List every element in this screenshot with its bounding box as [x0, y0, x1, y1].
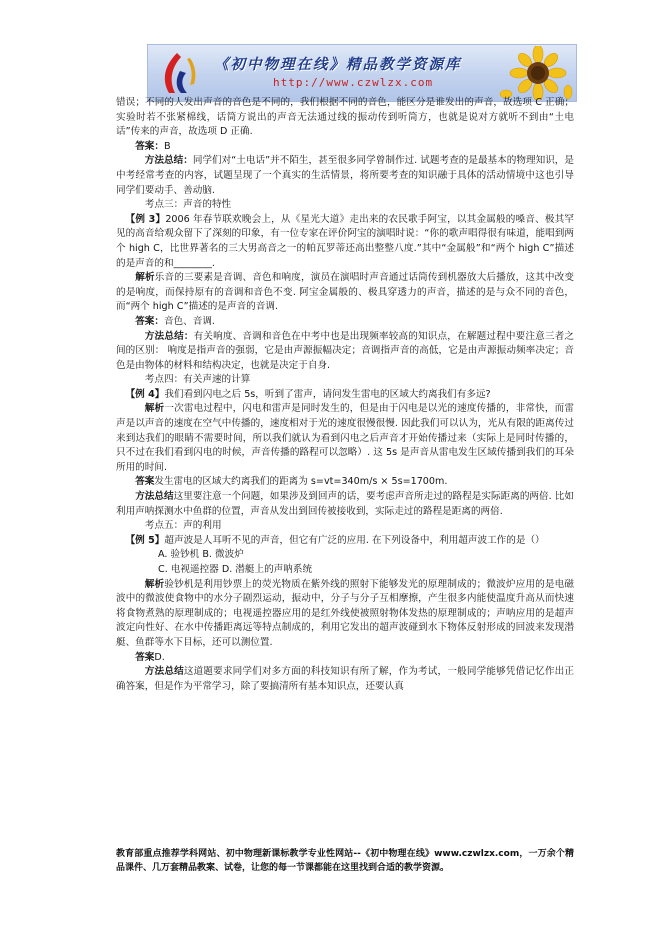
answer-label: 答案 [135, 476, 155, 488]
example-text: 我们看到闪电之后 5s，听到了雷声，请问发生雷电的区域大约离我们有多远? [164, 388, 491, 400]
answer-label: 答案： [135, 140, 164, 152]
header-banner [147, 44, 577, 102]
analysis-label: 解析 [135, 272, 155, 284]
analysis-paragraph [116, 271, 574, 315]
answer-line [116, 140, 574, 155]
section-heading [116, 519, 574, 534]
example-question [116, 388, 574, 403]
answer-text: D. [154, 651, 165, 663]
analysis-text: 验钞机是利用钞票上的荧光物质在紫外线的照射下能够发光的原理制成的；微波炉应用的是电磁波中的微波使食物中的水分子剧烈运动，振动中，分子与分子互相摩擦，产生很多内能使温度升高从而快速将食物煮熟的原理制成的；电视遥控器应用的是红外线使被照射物体发热的原理制成的；声呐应用的是超声波定向性好、在水中传播距离远等特点制成的，利用它发出的超声波碰到水下物体反射形成的回波来发现潜艇、鱼群等水下目标，还可以测位置. [116, 578, 575, 648]
document-body [116, 96, 574, 694]
analysis-paragraph [116, 578, 574, 651]
paragraph [116, 96, 574, 140]
method-summary-label: 方法总结 [135, 491, 174, 503]
method-summary [116, 490, 574, 519]
section-heading [116, 373, 574, 388]
choice-options-text: A. 验钞机 B. 微波炉 [158, 549, 244, 561]
answer-line [116, 315, 574, 330]
section-heading-text: 考点三：声音的特性 [144, 199, 232, 211]
answer-text: 发生雷电的区域大约离我们的距离为 s=vt=340m/s × 5s=1700m. [154, 476, 448, 488]
method-summary [116, 154, 574, 198]
method-summary-text: 同学们对“土电话”并不陌生，甚至很多同学曾制作过. 试题考查的是最基本的物理知识，是中考经常考查的内容，试题呈现了一个真实的生活情景，将所要考查的知识融于具体的活动情境中这也引导同学们要动手、善动脑. [116, 155, 575, 196]
example-question [116, 534, 574, 549]
answer-label: 答案： [135, 315, 164, 327]
example-label: 【例 5】 [125, 534, 165, 546]
method-summary [116, 665, 574, 694]
paragraph-text: 错误；不同的人发出声音的音色是不同的，我们根据不同的音色，能区分是谁发出的声音，故选项 C 正确；实验时若不张紧棉线，话筒方说出的声音无法通过线的振动传到听筒方，也就是说对方就听不到由“土电话”传来的声音，故选项 D 正确. [116, 97, 574, 138]
method-summary [116, 330, 574, 374]
answer-text: B [163, 140, 171, 152]
choice-options [116, 548, 574, 563]
section-heading-text: 考点五：声的利用 [144, 520, 222, 532]
site-url: http://www.czwlzx.com [273, 76, 434, 89]
answer-line [116, 651, 574, 666]
example-label: 【例 3】 [125, 213, 166, 225]
method-summary-label: 方法总结： [144, 330, 194, 342]
analysis-text: 乐音的三要素是音调、音色和响度，演员在演唱时声音通过话筒传到机器放大后播放，这其中改变的是响度，而保持原有的音调和音色不变. 阿宝金属般的、极具穿透力的声音，描述的是与众不同的音色，而“两个 high C”描述的是声音的音调. [116, 272, 575, 313]
example-question [116, 213, 574, 271]
site-title: 《初中物理在线》精品教学资源库 [214, 56, 462, 73]
sunflower-icon [494, 46, 574, 100]
analysis-text: 一次雷电过程中，闪电和雷声是同时发生的，但是由于闪电是以光的速度传播的，非常快，而雷声是以声音的速度在空气中传播的，速度相对于光的速度很慢很慢. 因此我们可以认为，光从有限的距离传过来到达我们的眼睛不需要时间，所以我们就认为看到闪电之后声音才开始传播过来（实际上是同时传播的，只不过在我们看到闪电的时候，声音传播的路程可以忽略）. 这 5s 是声音从雷电发生区域传播到我们的耳朵所用的时间. [116, 403, 575, 473]
analysis-label: 解析 [144, 578, 165, 590]
answer-line [116, 475, 574, 490]
analysis-paragraph [116, 402, 574, 475]
footer-note: 教育部重点推荐学科网站、初中物理新课标教学专业性网站--《初中物理在线》www.czwlzx.com，一万余个精品课件、几万套精品教案、试卷，让您的每一节课都能在这里找到合适的教学资源。 [116, 849, 574, 873]
example-text: 2006 年春节联欢晚会上，从《星光大道》走出来的农民歌手阿宝，以其金属般的嗓音、极其罕见的高音给观众留下了深刻的印象，有一位专家在评价阿宝的演唱时说：“你的歌声唱得很有味道，能唱到两个 high C，比世界著名的三大男高音之一的帕瓦罗蒂还高出整整八度.”其中“金属般”和“两个 high C”描述的是声音的和________. [116, 213, 575, 269]
analysis-label: 解析 [144, 403, 165, 415]
example-text: 超声波是人耳听不见的声音，但它有广泛的应用. 在下列设备中，利用超声波工作的是（） [164, 534, 545, 546]
method-summary-text: 这道题要求同学们对多方面的科技知识有所了解，作为考试，一般同学能够凭借记忆作出正确答案，但是作为平常学习，除了要搞清所有基本知识点，还要认真 [116, 666, 575, 692]
method-summary-label: 方法总结： [144, 155, 193, 167]
answer-label: 答案 [135, 651, 155, 663]
method-summary-label: 方法总结 [144, 666, 184, 678]
logo-icon [154, 49, 200, 97]
method-summary-text: 有关响度、音调和音色在中考中也是出现频率较高的知识点，在解题过程中要注意三者之间的区别： 响度是指声音的强弱，它是由声源振幅决定；音调指声音的高低，它是由声源振动频率决定；音色是由物体的材料和结构决定，也就是决定于自身. [116, 330, 575, 371]
answer-text: 音色、音调. [163, 315, 215, 327]
method-summary-text: 这里要注意一个问题，如果涉及到回声的话，要考虑声音所走过的路程是实际距离的两倍. 比如利用声呐探测水中鱼群的位置，声音从发出到回传被接收到，实际走过的路程是距离的两倍. [116, 491, 574, 517]
choice-options [116, 563, 574, 578]
example-label: 【例 4】 [125, 388, 165, 400]
section-heading-text: 考点四：有关声速的计算 [144, 374, 251, 386]
choice-options-text: C. 电视遥控器 D. 潜艇上的声呐系统 [158, 564, 313, 575]
section-heading [116, 198, 574, 213]
